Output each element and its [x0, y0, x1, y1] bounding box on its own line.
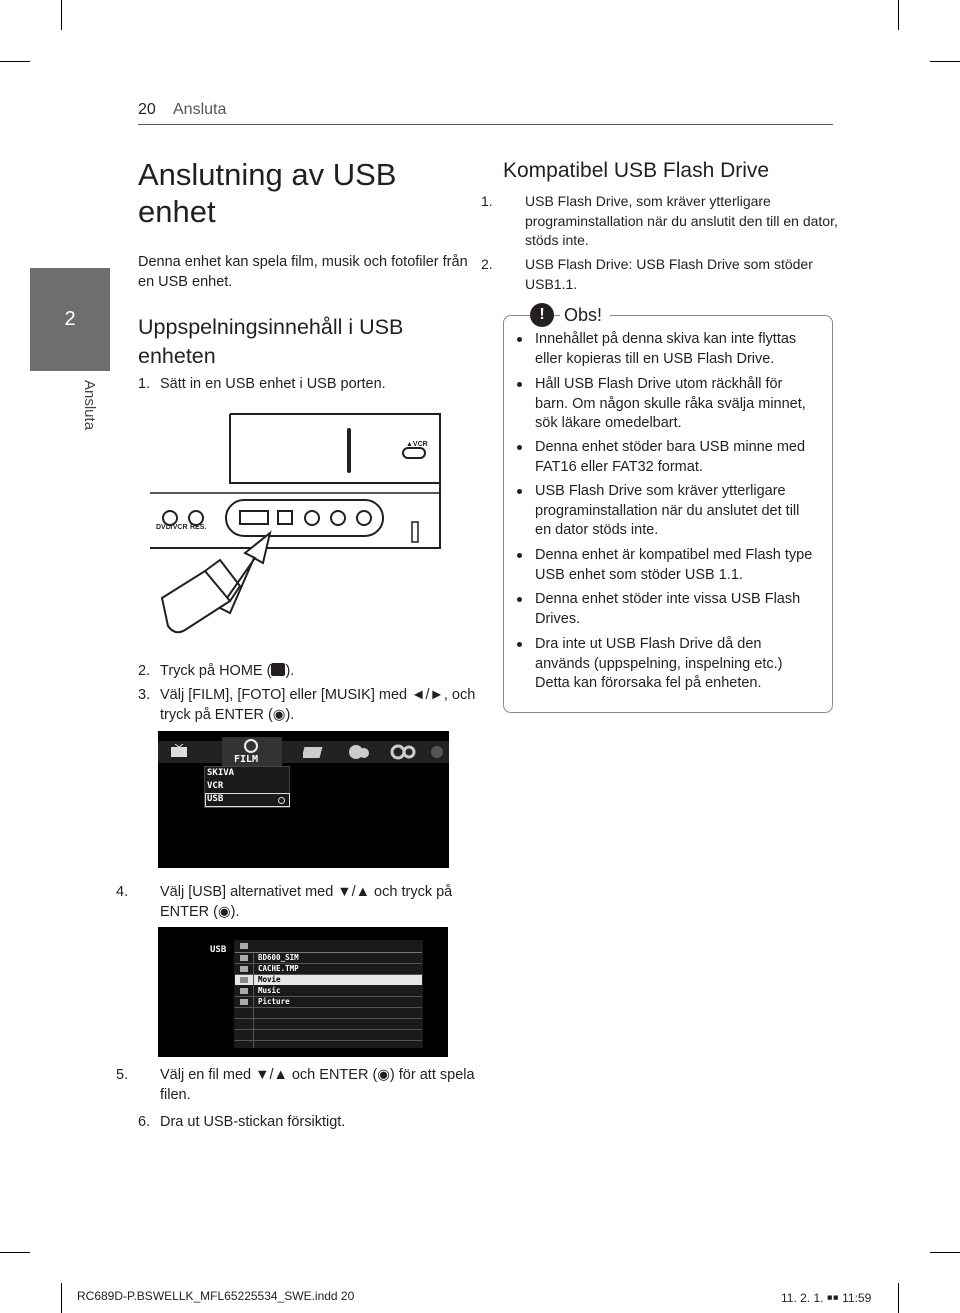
usb-stick [162, 571, 230, 632]
crop-mark [0, 61, 30, 62]
step-number: 2. [138, 663, 151, 679]
eject-button [403, 448, 425, 458]
file-name: Music [258, 986, 281, 995]
step-5 [116, 1065, 500, 1105]
file-row[interactable] [235, 997, 422, 1008]
crop-mark [930, 61, 960, 62]
item-text: USB Flash Drive, som kräver ytterligare programinstallation när du anslutit den till en dator, stöds inte. [525, 193, 838, 248]
page-number: 20 [138, 101, 156, 118]
step-number: 6. [138, 1114, 151, 1130]
tab-film[interactable] [222, 737, 282, 767]
step-number: 3. [138, 687, 151, 703]
menu-item-vcr[interactable]: VCR [207, 781, 224, 791]
step-text: Dra ut USB-stickan försiktigt. [160, 1114, 346, 1130]
dvd-vcr-label: DVD/VCR [156, 524, 188, 531]
enter-icon [278, 797, 285, 804]
note-item: Innehållet på denna skiva kan inte flyttas eller kopieras till en USB Flash Drive. [517, 330, 817, 369]
intro-text: Denna enhet kan spela film, musik och fotofiler från en USB enhet. [138, 254, 468, 290]
warning-icon: ! [530, 303, 554, 327]
compat-item-2 [481, 255, 845, 294]
folder-icon [240, 955, 248, 961]
compatibility-title: Kompatibel USB Flash Drive [503, 159, 770, 182]
crop-mark [930, 1252, 960, 1253]
file-name: CACHE.TMP [258, 964, 299, 973]
crop-mark [898, 1283, 899, 1313]
header-rule [138, 124, 833, 125]
step-3 [138, 685, 500, 725]
page-title: Anslutning av USB enhet [138, 157, 397, 229]
compat-item-1 [481, 192, 845, 251]
step-number: 5. [116, 1067, 129, 1083]
note-item: Denna enhet stöder inte vissa USB Flash Drives. [517, 590, 817, 629]
note-item: USB Flash Drive som kräver ytterligare programinstallation när du anslutet det till en dator stöds inte. [517, 482, 817, 541]
tab-film-label: FILM [234, 754, 259, 765]
note-item: Denna enhet är kompatibel med Flash type USB enhet som stöder USB 1.1. [517, 546, 817, 585]
music-icon [348, 744, 370, 760]
step-text: Sätt in en USB enhet i USB porten. [160, 376, 386, 392]
file-row[interactable] [235, 953, 422, 964]
file-row[interactable] [235, 986, 422, 997]
folder-icon [240, 988, 248, 994]
chapter-label: Ansluta [81, 380, 98, 431]
res-button [189, 511, 203, 525]
step-number: 1. [138, 376, 151, 392]
footer-file: RC689D-P.BSWELLK_MFL65225534_SWE.indd 20 [77, 1289, 355, 1303]
folder-icon [240, 999, 248, 1005]
chapter-tab [30, 268, 110, 371]
folder-up-icon [240, 943, 248, 949]
note-item: Denna enhet stöder bara USB minne med FAT16 eller FAT32 format. [517, 438, 817, 477]
tv-icon [170, 744, 188, 758]
note-item: Dra inte ut USB Flash Drive då den används (uppspelning, inspelning etc.) Detta kan förorsaka fel på enheten. [517, 635, 817, 694]
file-row-selected[interactable] [235, 975, 422, 985]
usb-browser-screen [158, 927, 448, 1057]
file-name: Movie [258, 975, 281, 984]
file-row[interactable] [235, 964, 422, 975]
item-number: 1. [481, 193, 493, 209]
crop-mark [61, 1283, 62, 1313]
folder-icon [240, 977, 248, 983]
note-item: Håll USB Flash Drive utom räckhåll för barn. Om någon skulle råka svälja minnet, sök läkare omedelbart. [517, 375, 817, 434]
crop-mark [898, 0, 899, 30]
disc-slot [347, 428, 351, 473]
step-text: Välj [FILM], [FOTO] eller [MUSIK] med ◄/►, och tryck på ENTER (◉). [160, 687, 476, 723]
step-text: Tryck på HOME ( [160, 663, 272, 679]
file-name: BD600_SIM [258, 953, 299, 962]
section-subtitle: Uppspelningsinnehåll i USB enheten [138, 315, 404, 368]
step-text: Välj en fil med ▼/▲ och ENTER (◉) för att spela filen. [160, 1067, 475, 1103]
footer-date: 11. 2. 1. ￭￭ 11:59 [781, 1291, 872, 1305]
disc-icon [430, 745, 444, 759]
crop-mark [0, 1252, 30, 1253]
note-title: Obs! [560, 303, 610, 327]
photo-icon [303, 745, 325, 759]
dvd-vcr-button [163, 511, 177, 525]
step-2 [138, 661, 478, 681]
crop-mark [61, 0, 62, 30]
usb-insert-illustration [150, 408, 450, 638]
step-4 [116, 882, 500, 922]
step-number: 4. [116, 884, 129, 900]
menu-item-skiva[interactable]: SKIVA [207, 768, 235, 778]
step-text-end: ). [285, 663, 295, 679]
home-menu-screen [158, 731, 449, 868]
chapter-number: 2 [64, 308, 76, 330]
film-reel-icon [242, 739, 260, 753]
usb-browser-title: USB [210, 945, 227, 955]
settings-icon [390, 744, 416, 760]
section-name: Ansluta [173, 101, 227, 118]
step-6 [138, 1112, 478, 1132]
res-label: RES. [190, 524, 207, 531]
usb-port [240, 511, 268, 524]
item-number: 2. [481, 256, 493, 272]
file-icon [240, 966, 248, 972]
vcr-label: ▲VCR [406, 441, 428, 448]
file-name: Picture [258, 997, 290, 1006]
item-text: USB Flash Drive: USB Flash Drive som stöder USB1.1. [525, 256, 813, 292]
step-text: Välj [USB] alternativet med ▼/▲ och tryck på ENTER (◉). [160, 884, 453, 920]
step-1 [138, 374, 473, 394]
menu-item-usb[interactable]: USB [207, 794, 224, 804]
home-icon [271, 663, 285, 676]
